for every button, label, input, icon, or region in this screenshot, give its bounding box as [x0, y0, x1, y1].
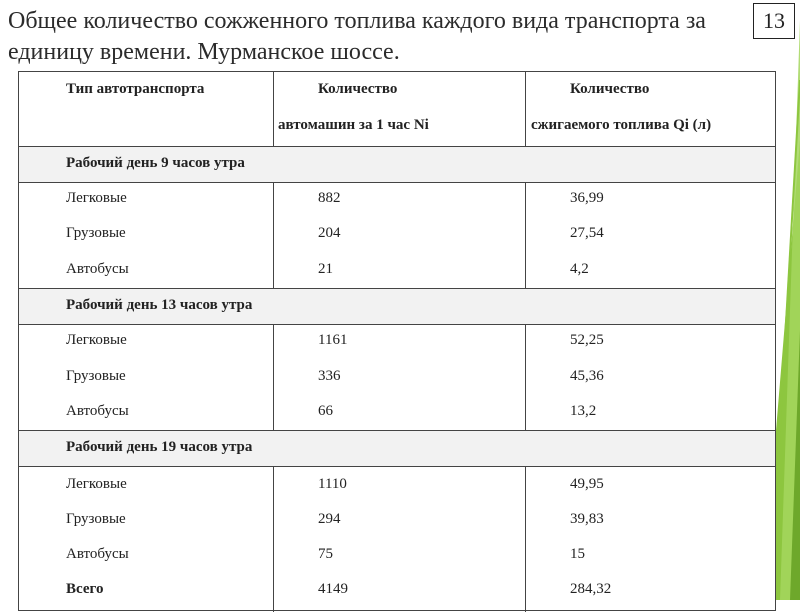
fuel-amount: 27,54: [570, 225, 604, 241]
slide-title: Общее количество сожженного топлива каждого вида транспорта за единицу времени. Мурманское шоссе.: [8, 8, 706, 65]
column-divider: [273, 466, 274, 612]
row-divider: [19, 430, 775, 431]
header-fuel-line1: Количество: [570, 81, 650, 97]
fuel-amount: 4,2: [570, 261, 589, 277]
column-divider: [273, 324, 274, 430]
vehicle-count: 294: [318, 511, 341, 527]
header-type: Тип автотранспорта: [66, 81, 205, 97]
fuel-amount: 36,99: [570, 190, 604, 206]
vehicle-count: 75: [318, 546, 333, 562]
column-divider: [273, 182, 274, 288]
vehicle-type: Легковые: [66, 190, 127, 206]
row-divider: [19, 288, 775, 289]
vehicle-count: 21: [318, 261, 333, 277]
row-divider: [19, 182, 775, 183]
total-fuel: 284,32: [570, 581, 612, 597]
vehicle-count: 336: [318, 368, 341, 384]
column-divider: [273, 72, 274, 146]
total-label: Всего: [66, 581, 104, 597]
vehicle-type: Грузовые: [66, 368, 126, 384]
vehicle-count: 66: [318, 403, 333, 419]
fuel-amount: 52,25: [570, 332, 604, 348]
fuel-amount: 15: [570, 546, 585, 562]
vehicle-type: Грузовые: [66, 225, 126, 241]
vehicle-count: 882: [318, 190, 341, 206]
vehicle-type: Автобусы: [66, 403, 129, 419]
section-title: Рабочий день 13 часов утра: [66, 297, 253, 313]
vehicle-count: 204: [318, 225, 341, 241]
column-divider: [525, 72, 526, 146]
vehicle-type: Автобусы: [66, 261, 129, 277]
header-count-line2: автомашин за 1 час Ni: [278, 117, 429, 133]
header-count-line1: Количество: [318, 81, 398, 97]
vehicle-count: 1110: [318, 476, 347, 492]
row-divider: [19, 466, 775, 467]
column-divider: [525, 324, 526, 430]
fuel-amount: 45,36: [570, 368, 604, 384]
column-divider: [525, 466, 526, 612]
fuel-amount: 39,83: [570, 511, 604, 527]
page-number: 13: [753, 3, 795, 39]
fuel-amount: 13,2: [570, 403, 597, 419]
vehicle-type: Автобусы: [66, 546, 129, 562]
row-divider: [19, 324, 775, 325]
section-title: Рабочий день 9 часов утра: [66, 155, 245, 171]
vehicle-type: Легковые: [66, 332, 127, 348]
vehicle-count: 1161: [318, 332, 348, 348]
column-divider: [525, 182, 526, 288]
total-count: 4149: [318, 581, 348, 597]
row-divider: [19, 146, 775, 147]
vehicle-type: Грузовые: [66, 511, 126, 527]
fuel-amount: 49,95: [570, 476, 604, 492]
fuel-table: [18, 71, 776, 611]
vehicle-type: Легковые: [66, 476, 127, 492]
header-fuel-line2: сжигаемого топлива Qi (л): [531, 117, 712, 133]
section-title: Рабочий день 19 часов утра: [66, 439, 253, 455]
